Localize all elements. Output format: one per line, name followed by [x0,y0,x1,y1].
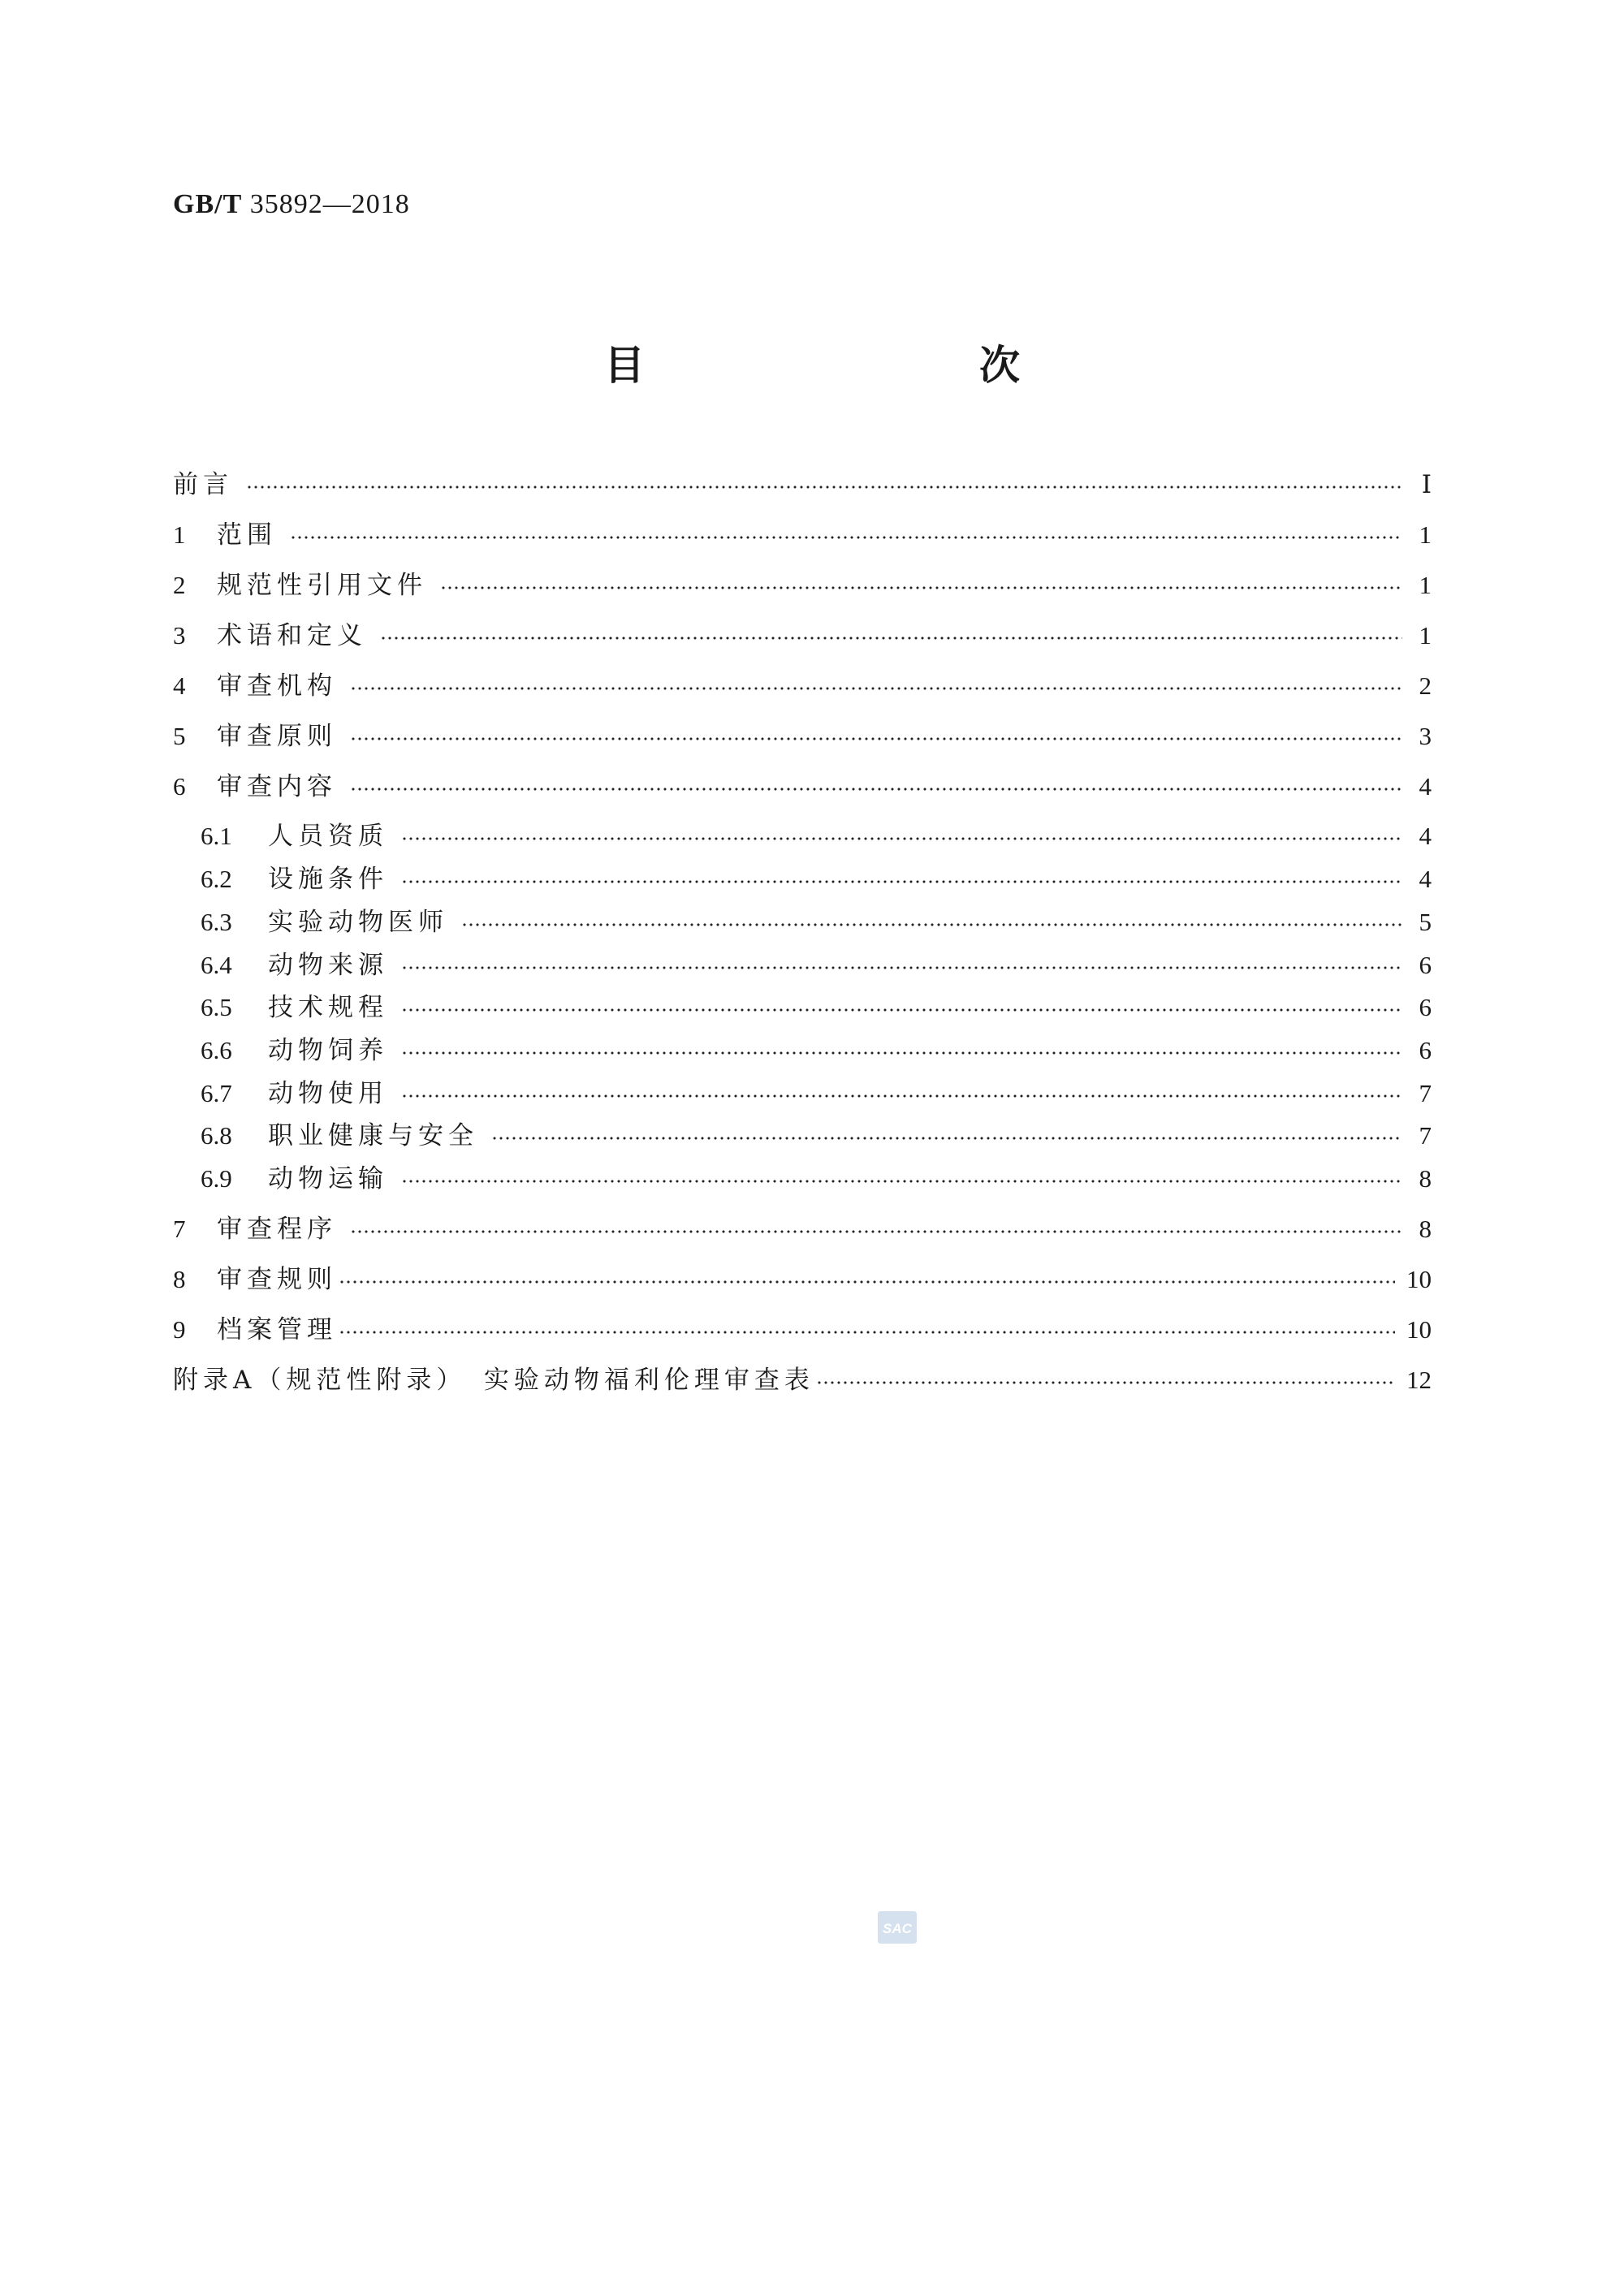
toc-entry-label: 实验动物医师 [268,908,448,937]
toc-entry-label: 审查程序 [217,1215,337,1244]
dot-leader [401,1008,1402,1012]
toc-entry-number: 6.1 [201,822,232,850]
toc-entry-1[interactable] [173,517,1432,553]
toc-entry-number: 4 [173,671,186,700]
sac-watermark-logo [875,1908,920,1947]
toc-entry-2[interactable] [173,568,1432,603]
dot-leader [339,1280,1395,1284]
dot-leader [401,966,1402,969]
toc-entry-page: 4 [1419,822,1432,850]
dot-leader [246,486,1402,489]
toc-entry-label: 人员资质 [268,822,388,851]
toc-entry-number: 6.2 [201,865,232,893]
toc-entry-7[interactable] [173,1211,1432,1247]
toc-entry-page: 10 [1406,1315,1432,1344]
toc-entry-label: 术语和定义 [217,621,367,650]
toc-entry-label: 审查规则 [217,1265,337,1294]
toc-entry-number: 6.5 [201,993,232,1021]
toc-entry-label: 附录A（规范性附录） 实验动物福利伦理审查表 [173,1366,814,1395]
toc-entry-page: 2 [1419,671,1432,700]
toc-entry-number: 6.8 [201,1121,232,1150]
toc-entry-6-1[interactable] [201,818,1432,854]
toc-entry-label: 职业健康与安全 [268,1121,478,1150]
toc-entry-number: 9 [173,1315,186,1344]
toc-entry-label: 技术规程 [268,993,388,1022]
sac-watermark-text: SAC [883,1921,912,1936]
dot-leader [401,1094,1402,1098]
toc-entry-number: 6.7 [201,1079,232,1107]
toc-entry-page: 8 [1419,1164,1432,1193]
toc-entry-page: Ⅰ [1421,470,1432,498]
dot-leader [290,536,1402,539]
toc-entry-number: 6.9 [201,1164,232,1193]
dot-leader [440,586,1402,589]
toc-entry-page: 3 [1419,722,1432,750]
toc-entry-label: 审查机构 [217,671,337,701]
toc-entry-label: 动物饲养 [268,1036,388,1065]
dot-leader [401,837,1402,840]
toc-entry-6-3[interactable] [201,904,1432,940]
toc-entry-label: 档案管理 [217,1315,337,1344]
toc-entry-label: 动物运输 [268,1164,388,1193]
toc-entry-6[interactable] [173,769,1432,805]
page-title: 目 次 [604,342,1104,389]
toc-entry-6-6[interactable] [201,1033,1432,1068]
toc-entry-number: 6.4 [201,951,232,979]
dot-leader [380,637,1402,640]
toc-entry-3[interactable] [173,618,1432,654]
dot-leader [339,1331,1395,1334]
toc-entry-6-4[interactable] [201,947,1432,983]
toc-entry-label: 范围 [217,520,277,550]
toc-entry-8[interactable] [173,1262,1432,1297]
toc-entry-number: 7 [173,1215,186,1243]
toc-entry-page: 1 [1419,621,1432,650]
toc-entry-9[interactable] [173,1312,1432,1348]
toc-entry-number: 6 [173,772,186,801]
toc-entry-page: 1 [1419,520,1432,549]
toc-entry-label: 动物使用 [268,1079,388,1108]
dot-leader [401,1051,1402,1055]
toc-entry-number: 1 [173,520,186,549]
dot-leader [401,880,1402,883]
toc-entry-number: 6.3 [201,908,232,936]
toc-entry-label: 动物来源 [268,951,388,980]
toc-entry-label: 前言 [173,470,233,499]
toc-entry-6-2[interactable] [201,861,1432,897]
toc-entry-page: 12 [1406,1366,1432,1394]
dot-leader [401,1180,1402,1183]
toc-entry-page: 1 [1419,571,1432,599]
toc-entry-6-9[interactable] [201,1161,1432,1197]
toc-entry-page: 10 [1406,1265,1432,1293]
toc-entry-label: 审查内容 [217,772,337,801]
dot-leader [461,923,1402,926]
toc-entry-page: 4 [1419,865,1432,893]
dot-leader [350,687,1402,690]
toc-entry-4[interactable] [173,668,1432,704]
toc-entry-number: 3 [173,621,186,650]
toc-entry-number: 2 [173,571,186,599]
toc-entry-page: 6 [1419,993,1432,1021]
dot-leader [491,1137,1402,1140]
toc-entry-number: 8 [173,1265,186,1293]
dot-leader [816,1381,1395,1384]
toc-entry-label: 设施条件 [268,865,388,894]
toc-entry-6-7[interactable] [201,1076,1432,1111]
toc-entry-page: 6 [1419,951,1432,979]
toc-entry-foreword[interactable] [173,467,1432,503]
dot-leader [350,788,1402,791]
toc-entry-label: 审查原则 [217,722,337,751]
toc-entry-page: 5 [1419,908,1432,936]
toc-entry-page: 6 [1419,1036,1432,1064]
toc-entry-page: 8 [1419,1215,1432,1243]
toc-entry-6-5[interactable] [201,990,1432,1025]
standard-number: 35892—2018 [249,189,410,219]
standard-code [173,189,410,220]
toc-entry-number: 6.6 [201,1036,232,1064]
toc-entry-page: 7 [1419,1079,1432,1107]
toc-entry-annex-a[interactable] [173,1362,1432,1398]
toc-entry-label: 规范性引用文件 [217,571,427,600]
toc-entry-number: 5 [173,722,186,750]
toc-entry-6-8[interactable] [201,1118,1432,1154]
toc-entry-page: 7 [1419,1121,1432,1150]
toc-entry-5[interactable] [173,719,1432,754]
dot-leader [350,737,1402,740]
standard-prefix: GB/T [173,189,243,219]
dot-leader [350,1230,1402,1233]
toc-entry-page: 4 [1419,772,1432,801]
